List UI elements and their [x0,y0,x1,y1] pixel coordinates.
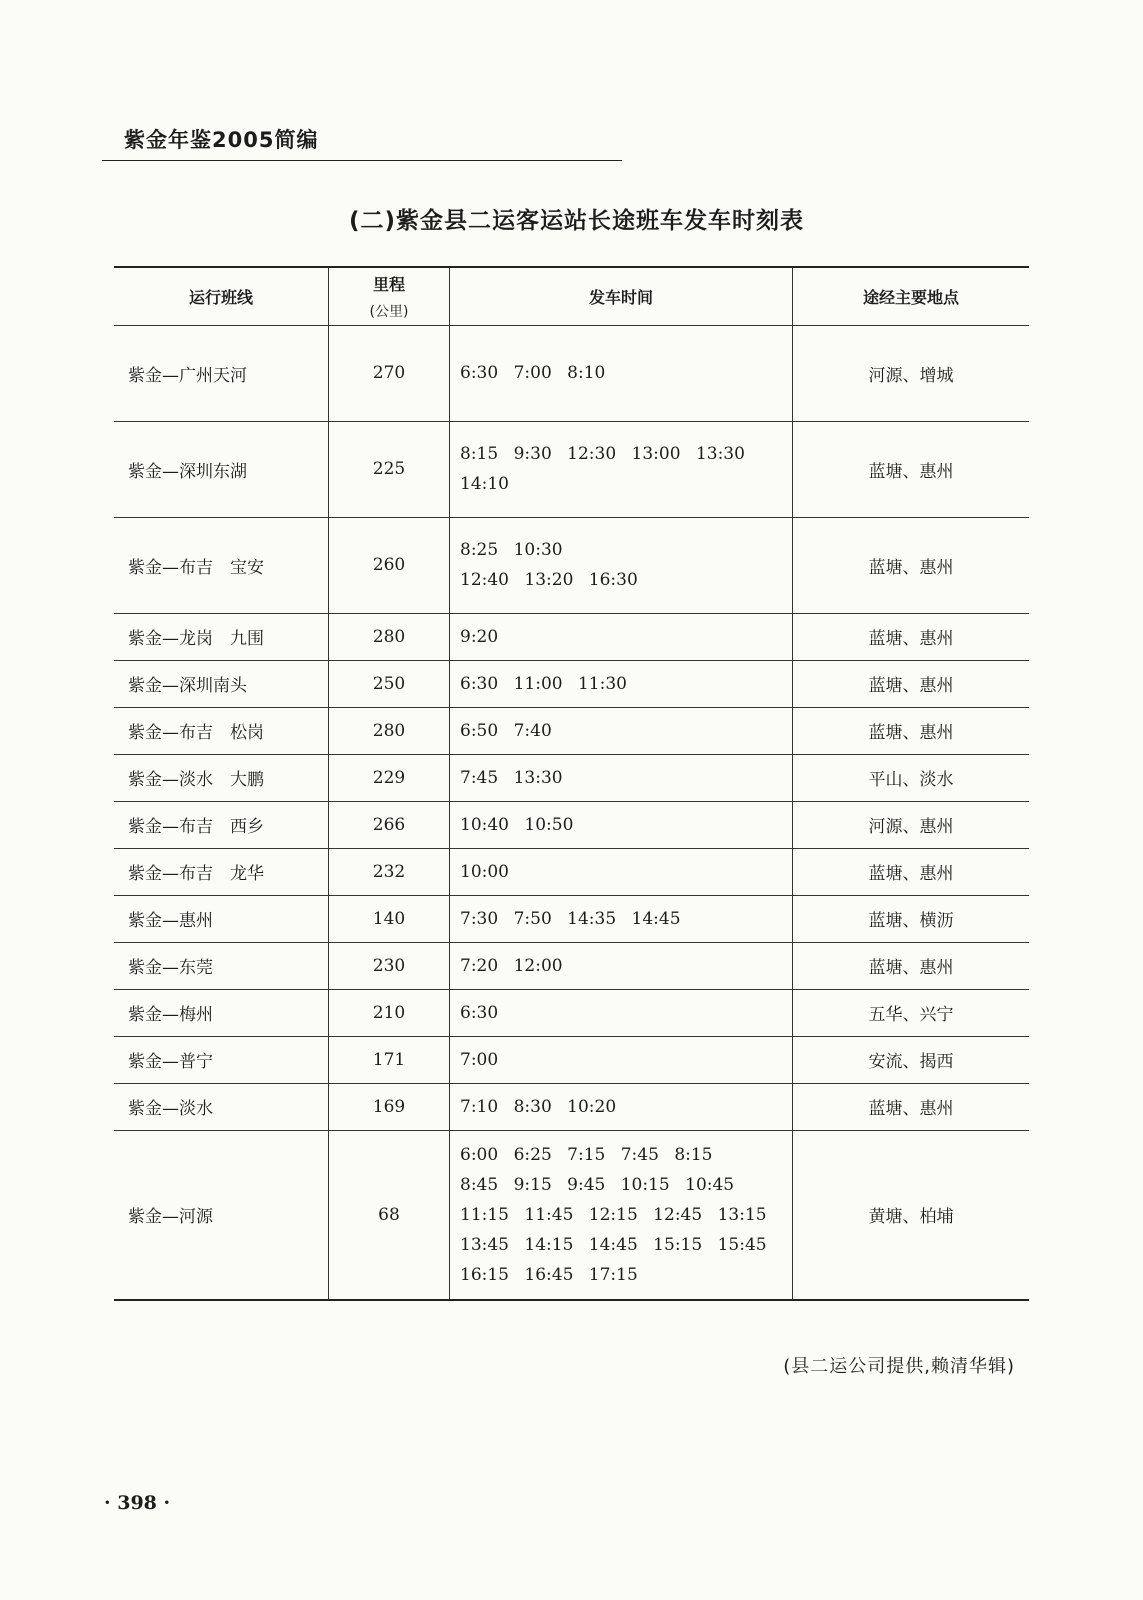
table-row [114,1130,1029,1300]
departure-times-cell [450,801,793,848]
distance-cell: 225 [329,421,450,517]
route-cell: 紫金—淡水 [114,1083,329,1130]
distance-cell: 169 [329,1083,450,1130]
departure-time-line: 7:45 13:30 [460,767,563,788]
via-stops-cell: 蓝塘、惠州 [793,517,1030,613]
source-credit: (县二运公司提供,赖清华辑) [783,1356,1015,1377]
distance-cell: 260 [329,517,450,613]
bus-schedule-table [114,266,1029,1301]
page-number: · 398 · [104,1492,171,1514]
departure-times-cell [450,989,793,1036]
route-cell: 紫金—深圳南头 [114,660,329,707]
distance-cell: 210 [329,989,450,1036]
distance-cell: 230 [329,942,450,989]
via-stops-cell: 河源、增城 [793,325,1030,421]
distance-cell: 68 [329,1130,450,1300]
departure-times-cell [450,660,793,707]
distance-cell: 270 [329,325,450,421]
route-cell: 紫金—梅州 [114,989,329,1036]
departure-times-cell [450,1083,793,1130]
via-stops-cell: 蓝塘、惠州 [793,660,1030,707]
distance-cell: 280 [329,707,450,754]
departure-time-line: 7:00 [460,1049,499,1070]
distance-cell: 266 [329,801,450,848]
departure-time-line: 8:45 9:15 9:45 10:15 10:45 [460,1174,735,1195]
departure-time-line: 7:30 7:50 14:35 14:45 [460,908,681,929]
departure-times-cell [450,421,793,517]
departure-time-line: 6:30 11:00 11:30 [460,673,627,694]
via-stops-cell: 平山、淡水 [793,754,1030,801]
table-row [114,421,1029,517]
departure-time-line: 10:40 10:50 [460,814,574,835]
table-row [114,325,1029,421]
route-cell: 紫金—龙岗 九围 [114,613,329,660]
via-stops-cell: 蓝塘、惠州 [793,707,1030,754]
via-stops-cell: 蓝塘、惠州 [793,613,1030,660]
header-departure: 发车时间 [450,267,793,325]
departure-time-line: 8:25 10:30 [460,540,563,560]
departure-time-line: 9:20 [460,626,499,647]
via-stops-cell: 河源、惠州 [793,801,1030,848]
route-cell: 紫金—深圳东湖 [114,421,329,517]
departure-times-cell [450,895,793,942]
departure-time-line: 14:10 [460,474,509,494]
header-distance-label: 里程 [372,274,405,294]
distance-cell: 229 [329,754,450,801]
header-distance-unit: (公里) [369,303,409,320]
distance-cell: 232 [329,848,450,895]
route-cell: 紫金—普宁 [114,1036,329,1083]
departure-time-line: 11:15 11:45 12:15 12:45 13:15 [460,1204,767,1225]
route-cell: 紫金—河源 [114,1130,329,1300]
table-row [114,613,1029,660]
table-row [114,942,1029,989]
departure-time-line: 7:10 8:30 10:20 [460,1096,617,1117]
table-row [114,1083,1029,1130]
departure-times-cell [450,517,793,613]
route-cell: 紫金—布吉 西乡 [114,801,329,848]
table-row [114,895,1029,942]
route-cell: 紫金—淡水 大鹏 [114,754,329,801]
table-row [114,848,1029,895]
departure-times-cell [450,942,793,989]
via-stops-cell: 五华、兴宁 [793,989,1030,1036]
header-rule [102,160,622,161]
departure-time-line: 6:00 6:25 7:15 7:45 8:15 [460,1144,713,1165]
departure-times-cell [450,754,793,801]
route-cell: 紫金—东莞 [114,942,329,989]
table-row [114,707,1029,754]
via-stops-cell: 蓝塘、惠州 [793,421,1030,517]
distance-cell: 280 [329,613,450,660]
departure-time-line: 6:30 7:00 8:10 [460,363,606,383]
table-row [114,1036,1029,1083]
table-body [114,325,1029,1300]
route-cell: 紫金—布吉 宝安 [114,517,329,613]
departure-times-cell [450,1036,793,1083]
via-stops-cell: 蓝塘、惠州 [793,942,1030,989]
departure-time-line: 6:50 7:40 [460,720,552,741]
table-row [114,989,1029,1036]
table-header-row [114,267,1029,325]
via-stops-cell: 黄塘、柏埔 [793,1130,1030,1300]
distance-cell: 171 [329,1036,450,1083]
route-cell: 紫金—惠州 [114,895,329,942]
departure-time-line: 16:15 16:45 17:15 [460,1264,638,1285]
route-cell: 紫金—布吉 龙华 [114,848,329,895]
distance-cell: 250 [329,660,450,707]
via-stops-cell: 安流、揭西 [793,1036,1030,1083]
departure-time-line: 12:40 13:20 16:30 [460,570,638,590]
running-head: 紫金年鉴2005简编 [124,128,319,152]
header-via: 途经主要地点 [793,267,1030,325]
table-row [114,801,1029,848]
departure-time-line: 13:45 14:15 14:45 15:15 15:45 [460,1234,767,1255]
distance-cell: 140 [329,895,450,942]
departure-times-cell [450,848,793,895]
departure-times-cell [450,707,793,754]
departure-time-line: 10:00 [460,861,509,882]
departure-time-line: 6:30 [460,1002,499,1023]
table-row [114,660,1029,707]
departure-times-cell [450,1130,793,1300]
table-title: (二)紫金县二运客运站长途班车发车时刻表 [348,208,805,234]
via-stops-cell: 蓝塘、横沥 [793,895,1030,942]
header-distance [329,267,450,325]
departure-time-line: 7:20 12:00 [460,955,563,976]
departure-time-line: 8:15 9:30 12:30 13:00 13:30 [460,444,745,464]
table-row [114,517,1029,613]
route-cell: 紫金—布吉 松岗 [114,707,329,754]
table-row [114,754,1029,801]
via-stops-cell: 蓝塘、惠州 [793,1083,1030,1130]
route-cell: 紫金—广州天河 [114,325,329,421]
via-stops-cell: 蓝塘、惠州 [793,848,1030,895]
header-route: 运行班线 [114,267,329,325]
departure-times-cell [450,613,793,660]
departure-times-cell [450,325,793,421]
